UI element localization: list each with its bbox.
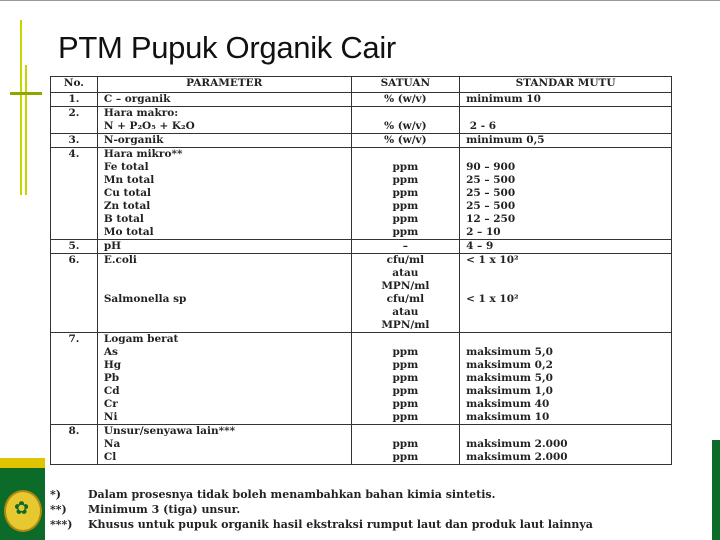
row-number: 1. <box>51 93 98 107</box>
satuan-cell-line: ppm <box>392 213 419 225</box>
parameter-cell-line: Cd <box>103 385 120 397</box>
standar-cell-line: 12 – 250 <box>466 213 516 225</box>
standar-cell-line <box>466 107 665 120</box>
parameter-cell-line: N + P₂O₅ + K₂O <box>103 120 195 132</box>
standar-cell-line: maksimum 10 <box>466 411 550 423</box>
satuan-cell-line: ppm <box>392 359 419 371</box>
parameter-cell-line: N-organik <box>103 134 164 146</box>
parameter-cell <box>97 425 351 465</box>
satuan-cell-line: ppm <box>392 187 419 199</box>
standar-cell <box>460 333 672 425</box>
standar-cell-line: < 1 x 10² <box>466 293 519 305</box>
satuan-cell <box>351 333 459 425</box>
parameter-cell-line: Mo total <box>103 226 154 238</box>
standar-cell-line: 25 – 500 <box>466 200 516 212</box>
table-row <box>51 134 672 148</box>
table-row <box>51 107 672 134</box>
header-no: No. <box>51 77 98 93</box>
satuan-cell-line: ppm <box>392 346 419 358</box>
standar-cell-line: maksimum 2.000 <box>466 438 568 450</box>
parameter-cell-line: Hara mikro** <box>103 148 183 160</box>
satuan-cell-line <box>358 333 453 346</box>
footnotes <box>50 487 593 532</box>
row-number: 4. <box>51 148 98 240</box>
standar-cell-line <box>466 425 665 438</box>
parameter-cell-line: E.coli <box>103 254 137 266</box>
standar-cell-line: 2 - 6 <box>466 120 497 132</box>
table-row <box>51 254 672 333</box>
parameter-cell-line <box>104 280 345 293</box>
parameter-cell-line <box>104 306 345 319</box>
satuan-cell-line: atau <box>392 267 419 279</box>
parameter-cell-line: As <box>103 346 118 358</box>
satuan-cell <box>351 148 459 240</box>
satuan-cell-line: ppm <box>392 451 419 463</box>
ministry-logo <box>4 490 42 532</box>
satuan-cell <box>351 240 459 254</box>
table-row <box>51 148 672 240</box>
standar-cell-line <box>466 306 665 319</box>
parameter-cell <box>97 333 351 425</box>
parameter-cell <box>97 134 351 148</box>
parameter-cell-line: Pb <box>103 372 120 384</box>
footnote <box>50 502 593 517</box>
satuan-cell <box>351 254 459 333</box>
satuan-cell-line: – <box>402 240 408 252</box>
footnote-text: Khusus untuk pupuk organik hasil ekstraksi rumput laut dan produk laut lainnya <box>88 518 593 531</box>
parameter-cell-line: Ni <box>103 411 118 423</box>
standar-cell <box>460 148 672 240</box>
table-row <box>51 93 672 107</box>
satuan-cell-line <box>358 425 453 438</box>
standar-cell-line <box>466 267 665 280</box>
standar-cell-line: minimum 10 <box>466 93 541 105</box>
satuan-cell <box>351 134 459 148</box>
standar-cell-line <box>466 333 665 346</box>
standar-cell-line: maksimum 2.000 <box>466 451 568 463</box>
decorative-band <box>712 440 720 540</box>
table-row <box>51 240 672 254</box>
row-number: 8. <box>51 425 98 465</box>
satuan-cell-line: MPN/ml <box>381 280 430 292</box>
parameter-cell-line: Hara makro: <box>103 107 179 119</box>
row-number: 7. <box>51 333 98 425</box>
parameter-cell-line <box>104 267 345 280</box>
satuan-cell-line: % (w/v) <box>384 93 427 105</box>
parameter-cell-line: B total <box>103 213 144 225</box>
satuan-cell-line: ppm <box>392 438 419 450</box>
standar-cell-line: 90 – 900 <box>466 161 516 173</box>
satuan-cell-line <box>358 107 453 120</box>
footnote-mark: ***) <box>50 518 73 531</box>
parameter-cell-line: pH <box>103 240 122 252</box>
parameter-cell-line: Logam berat <box>103 333 179 345</box>
table-row <box>51 333 672 425</box>
standar-cell <box>460 240 672 254</box>
parameter-cell <box>97 148 351 240</box>
satuan-cell-line: ppm <box>392 398 419 410</box>
satuan-cell <box>351 93 459 107</box>
satuan-cell <box>351 425 459 465</box>
row-number: 5. <box>51 240 98 254</box>
standar-cell-line: < 1 x 10² <box>466 254 519 266</box>
parameter-cell-line: Fe total <box>103 161 149 173</box>
satuan-cell-line: ppm <box>392 174 419 186</box>
standar-cell <box>460 107 672 134</box>
footnote-text: Minimum 3 (tiga) unsur. <box>88 503 241 516</box>
satuan-cell-line: ppm <box>392 372 419 384</box>
satuan-cell-line <box>358 148 453 161</box>
satuan-cell-line: ppm <box>392 200 419 212</box>
parameter-cell-line: Cu total <box>103 187 151 199</box>
standar-cell <box>460 425 672 465</box>
standar-cell-line <box>466 148 665 161</box>
standar-cell <box>460 254 672 333</box>
satuan-cell-line: atau <box>392 306 419 318</box>
standar-cell-line: 25 – 500 <box>466 174 516 186</box>
parameter-cell-line: Hg <box>103 359 122 371</box>
standards-table <box>50 76 672 465</box>
standar-cell <box>460 134 672 148</box>
header-satuan: SATUAN <box>351 77 459 93</box>
satuan-cell-line: ppm <box>392 385 419 397</box>
standar-cell-line <box>466 280 665 293</box>
standar-cell-line: 2 – 10 <box>466 226 501 238</box>
parameter-cell <box>97 240 351 254</box>
standar-cell-line: maksimum 40 <box>466 398 550 410</box>
parameter-cell-line: C – organik <box>103 93 171 105</box>
satuan-cell-line: % (w/v) <box>384 120 427 132</box>
parameter-cell <box>97 107 351 134</box>
standar-cell-line: maksimum 5,0 <box>466 346 553 358</box>
header-parameter: PARAMETER <box>97 77 351 93</box>
parameter-cell-line: Cl <box>103 451 117 463</box>
decorative-line <box>20 20 22 195</box>
standar-cell-line: maksimum 5,0 <box>466 372 553 384</box>
parameter-cell-line: Cr <box>103 398 118 410</box>
parameter-cell-line: Unsur/senyawa lain*** <box>103 425 236 437</box>
row-number: 2. <box>51 107 98 134</box>
decorative-line <box>10 92 42 95</box>
standar-cell-line: 25 – 500 <box>466 187 516 199</box>
satuan-cell-line: % (w/v) <box>384 134 427 146</box>
decorative-line <box>25 65 27 195</box>
table-row <box>51 425 672 465</box>
parameter-cell-line <box>104 319 345 332</box>
satuan-cell-line: cfu/ml <box>386 254 425 266</box>
parameter-cell <box>97 254 351 333</box>
header-standar: STANDAR MUTU <box>460 77 672 93</box>
parameter-cell <box>97 93 351 107</box>
row-number: 6. <box>51 254 98 333</box>
footnote-mark: *) <box>50 488 61 501</box>
slide-title: PTM Pupuk Organik Cair <box>58 30 396 65</box>
footnote <box>50 517 593 532</box>
footnote <box>50 487 593 502</box>
row-number: 3. <box>51 134 98 148</box>
satuan-cell-line: MPN/ml <box>381 319 430 331</box>
standar-cell-line: maksimum 0,2 <box>466 359 553 371</box>
plant-icon: ✿ <box>14 498 30 519</box>
satuan-cell-line: ppm <box>392 411 419 423</box>
satuan-cell-line: cfu/ml <box>386 293 425 305</box>
standar-cell-line <box>466 319 665 332</box>
satuan-cell-line: ppm <box>392 226 419 238</box>
parameter-cell-line: Na <box>103 438 121 450</box>
parameter-cell-line: Mn total <box>103 174 155 186</box>
parameter-cell-line: Salmonella sp <box>103 293 187 305</box>
footnote-text: Dalam prosesnya tidak boleh menambahkan bahan kimia sintetis. <box>88 488 496 501</box>
standar-cell-line: minimum 0,5 <box>466 134 545 146</box>
standar-cell-line: maksimum 1,0 <box>466 385 553 397</box>
slide-border <box>0 0 720 1</box>
standar-cell <box>460 93 672 107</box>
standar-cell-line: 4 – 9 <box>466 240 494 252</box>
footnote-mark: **) <box>50 503 67 516</box>
satuan-cell-line: ppm <box>392 161 419 173</box>
satuan-cell <box>351 107 459 134</box>
parameter-cell-line: Zn total <box>103 200 151 212</box>
